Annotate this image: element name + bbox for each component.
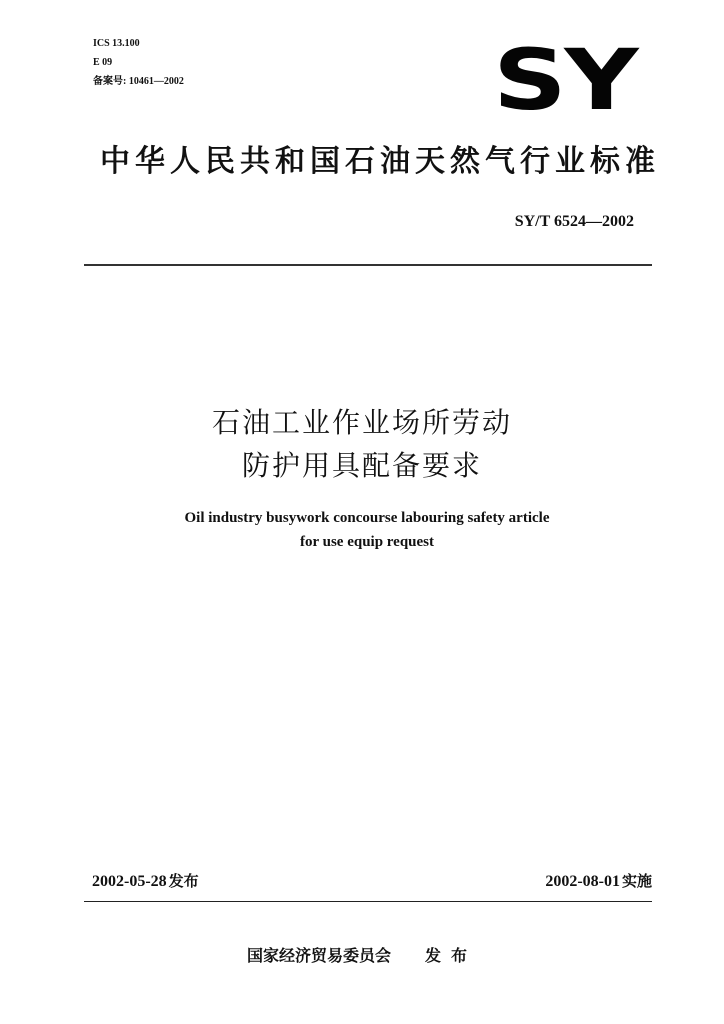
header-meta [93, 34, 184, 91]
bottom-divider [84, 901, 652, 902]
issue-label: 发布 [168, 872, 199, 890]
standard-code: SY/T 6524—2002 [514, 213, 634, 230]
publisher-action: 发布 [425, 946, 478, 965]
implement-date: 2002-08-01 [545, 873, 620, 890]
title-cn-line2: 防护用具配备要求 [241, 449, 482, 482]
ics-code: ICS 13.100 [93, 38, 140, 49]
implement-label: 实施 [621, 872, 652, 890]
publisher-line [0, 945, 724, 967]
record-number: 备案号: 10461—2002 [93, 76, 184, 87]
title-cn-line1: 石油工业作业场所劳动 [211, 406, 512, 439]
top-divider [84, 264, 652, 266]
issue-date-block [92, 870, 199, 893]
title-en-line1: Oil industry busywork concourse labouring safety article [184, 510, 550, 526]
title-en-line2: for use equip request [299, 534, 435, 550]
classification-code: E 09 [93, 57, 113, 68]
sy-logo: SY [493, 31, 637, 129]
issue-date: 2002-05-28 [92, 873, 167, 890]
implement-date-block [545, 870, 652, 893]
publisher-name: 国家经济贸易委员会 [246, 946, 391, 965]
standard-name: 中华人民共和国石油天然气行业标准 [100, 144, 660, 179]
